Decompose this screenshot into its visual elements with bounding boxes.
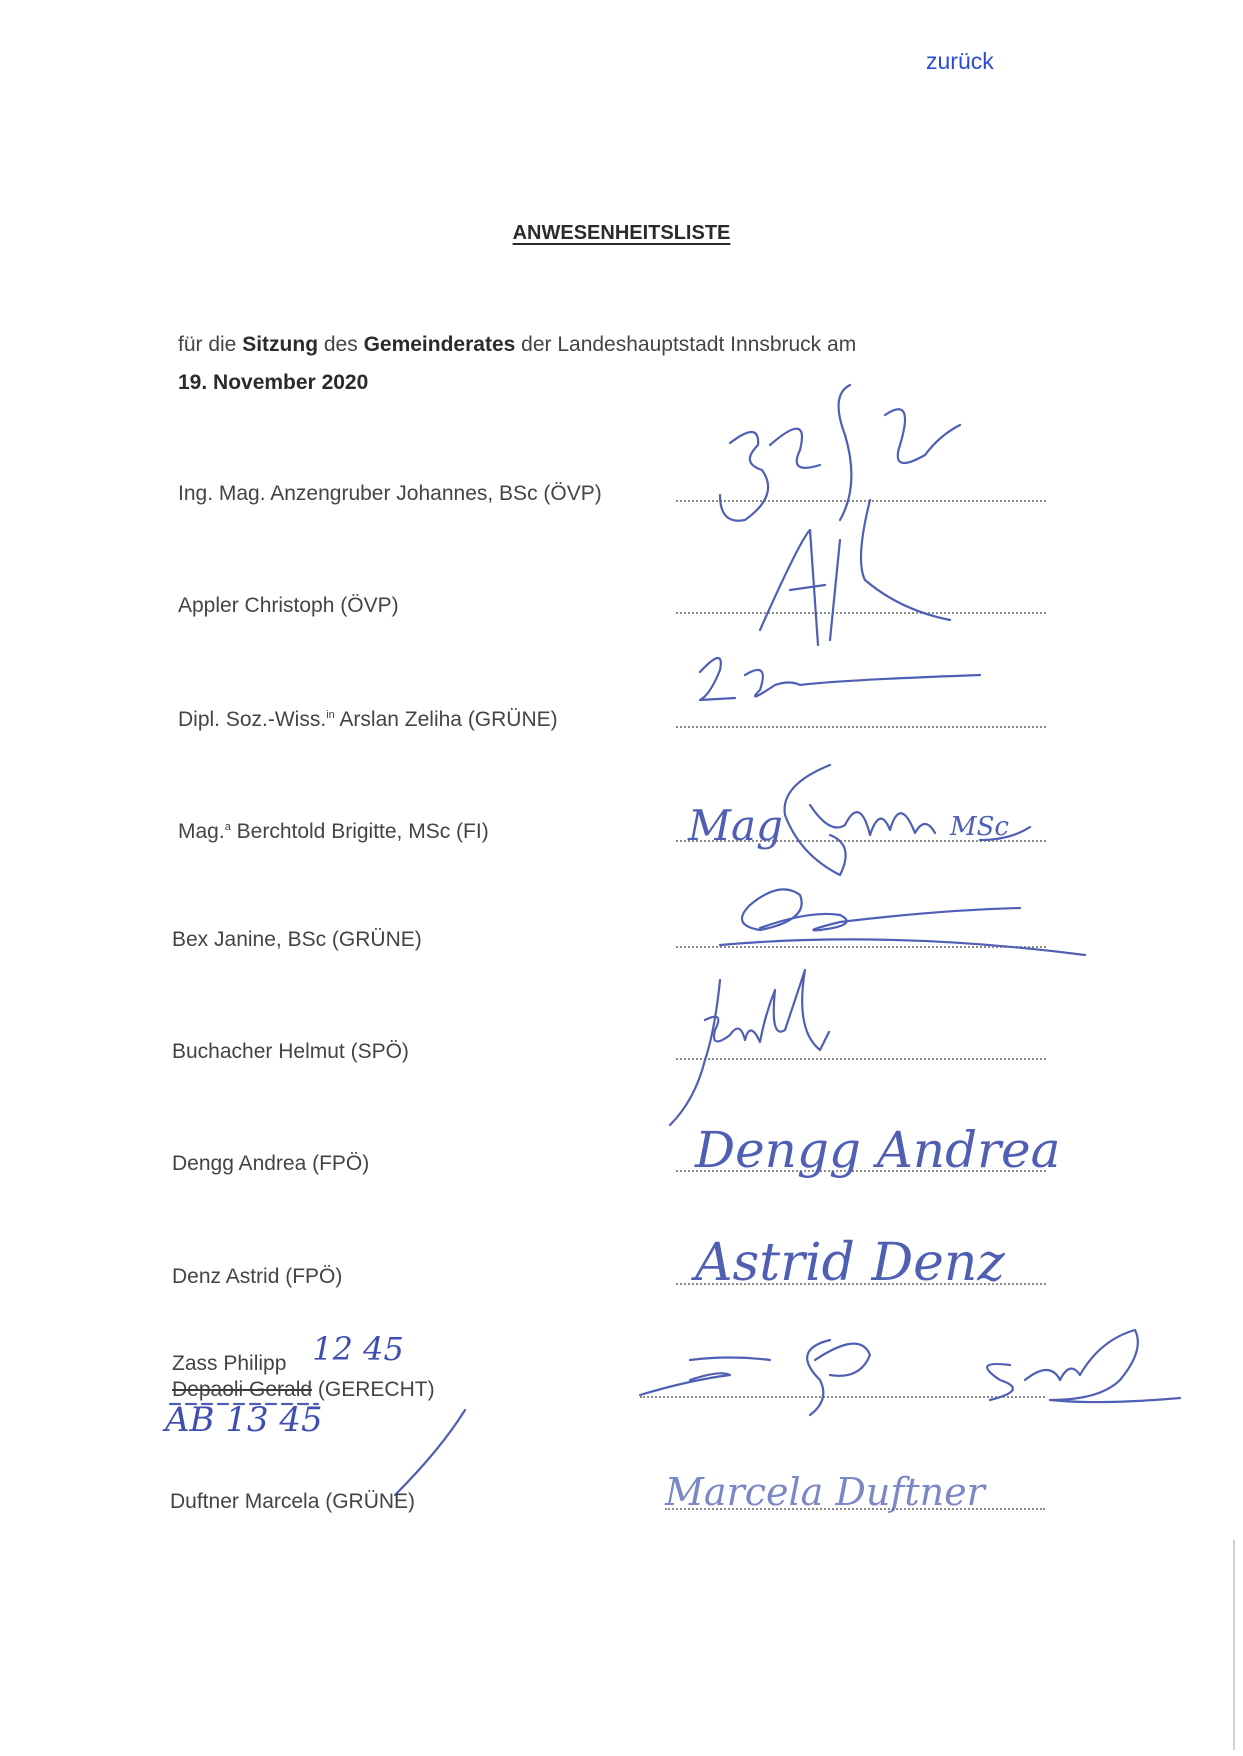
signature bbox=[690, 640, 990, 720]
substitute-name: Zass Philipp bbox=[172, 1352, 287, 1375]
attendee-name: Appler Christoph (ÖVP) bbox=[178, 594, 399, 617]
struck-name: Depaoli Gerald bbox=[172, 1378, 313, 1401]
attendee-name: Dengg Andrea (FPÖ) bbox=[172, 1152, 370, 1175]
attendee-name: Buchacher Helmut (SPÖ) bbox=[172, 1040, 409, 1063]
intro-meeting: Sitzung bbox=[242, 333, 319, 356]
name-sup: in bbox=[326, 709, 335, 721]
attendee-name: Duftner Marcela (GRÜNE) bbox=[170, 1490, 416, 1513]
attendee-name bbox=[178, 820, 489, 844]
name-rest: (GERECHT) bbox=[312, 1378, 435, 1401]
signature bbox=[690, 1105, 1061, 1205]
attendee-name: Denz Astrid (FPÖ) bbox=[172, 1265, 343, 1288]
signature-line bbox=[676, 726, 1046, 728]
substitute-time: 12 45 bbox=[312, 1330, 404, 1368]
name-rest: Arslan Zeliha (GRÜNE) bbox=[334, 708, 558, 731]
back-link[interactable]: zurück bbox=[926, 48, 994, 74]
signature-text: Mag bbox=[688, 801, 783, 850]
signature bbox=[740, 480, 980, 655]
signature-text: Marcela Duftner bbox=[665, 1470, 985, 1514]
intro-body: Gemeinderates bbox=[363, 333, 516, 356]
intro-middle: des bbox=[318, 333, 364, 356]
signature bbox=[630, 1320, 1190, 1420]
attendee-name bbox=[178, 708, 558, 732]
slash-mark bbox=[390, 1405, 470, 1500]
name-rest: Berchtold Brigitte, MSc (FI) bbox=[230, 820, 489, 843]
page-edge-mark bbox=[1233, 1540, 1235, 1750]
attendee-name: Bex Janine, BSc (GRÜNE) bbox=[172, 928, 422, 951]
document-intro bbox=[178, 333, 856, 357]
meeting-date: 19. November 2020 bbox=[178, 371, 369, 394]
name-prefix: Mag. bbox=[178, 820, 225, 843]
signature-text: Dengg Andrea bbox=[695, 1121, 1061, 1179]
attendee-name: Ing. Mag. Anzengruber Johannes, BSc (ÖVP) bbox=[178, 482, 602, 505]
name-sup: a bbox=[224, 821, 231, 833]
document-title: ANWESENHEITSLISTE bbox=[512, 222, 731, 244]
signature bbox=[660, 1450, 1060, 1530]
absence-note: AB 13 45 bbox=[165, 1400, 323, 1440]
intro-prefix: für die bbox=[178, 333, 243, 356]
signature bbox=[690, 1215, 1070, 1305]
name-prefix: Dipl. Soz.-Wiss. bbox=[178, 708, 327, 731]
signature-text: Astrid Denz bbox=[695, 1233, 1005, 1293]
substitute-row bbox=[172, 1330, 404, 1378]
signature-suffix: MSc bbox=[950, 812, 1009, 842]
intro-suffix: der Landeshauptstadt Innsbruck am bbox=[515, 333, 857, 356]
signature bbox=[680, 755, 1040, 885]
